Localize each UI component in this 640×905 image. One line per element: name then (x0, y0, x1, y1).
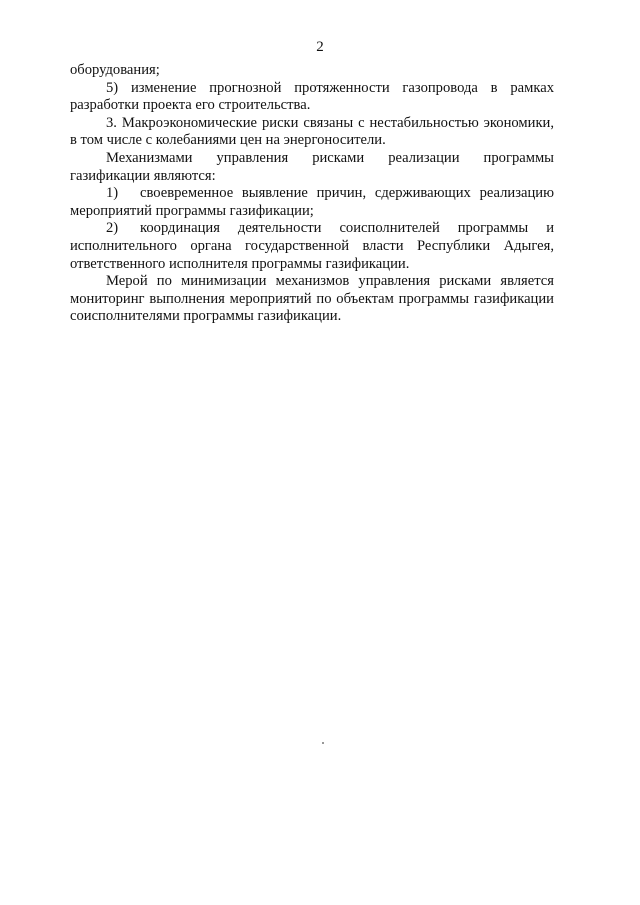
paragraph-macroeconomic-risks: 3. Макроэкономические риски связаны с нестабильностью экономики, в том числе с колебаниями цен на энергоносители. (70, 114, 554, 149)
paragraph-risk-5: 5) изменение прогнозной протяженности газопровода в рамках разработки проекта его строительства. (70, 79, 554, 114)
list-item-1-number: 1) (106, 185, 119, 202)
paragraph-risk-mechanisms-intro: Механизмами управления рисками реализации программы газификации являются: (70, 149, 554, 184)
scan-speck (322, 742, 324, 744)
list-item-2-text: координация деятельности соисполнителей программы и исполнительного органа государственной власти Республики Адыгея, ответственного исполнителя программы газификации. (70, 220, 554, 272)
paragraph-risk-minimization: Мерой по минимизации механизмов управления рисками является мониторинг выполнения мероприятий по объектам программы газификации соисполнителями программы газификации. (70, 273, 554, 325)
paragraph-equipment: оборудования; (70, 62, 160, 78)
page-number: 2 (316, 39, 324, 55)
list-item-1 (70, 185, 554, 220)
list-item-2-number: 2) (106, 220, 119, 237)
document-body (70, 62, 554, 326)
list-item-1-text: своевременное выявление причин, сдерживающих реализацию мероприятий программы газификации; (70, 185, 554, 219)
list-item-2 (70, 220, 554, 273)
